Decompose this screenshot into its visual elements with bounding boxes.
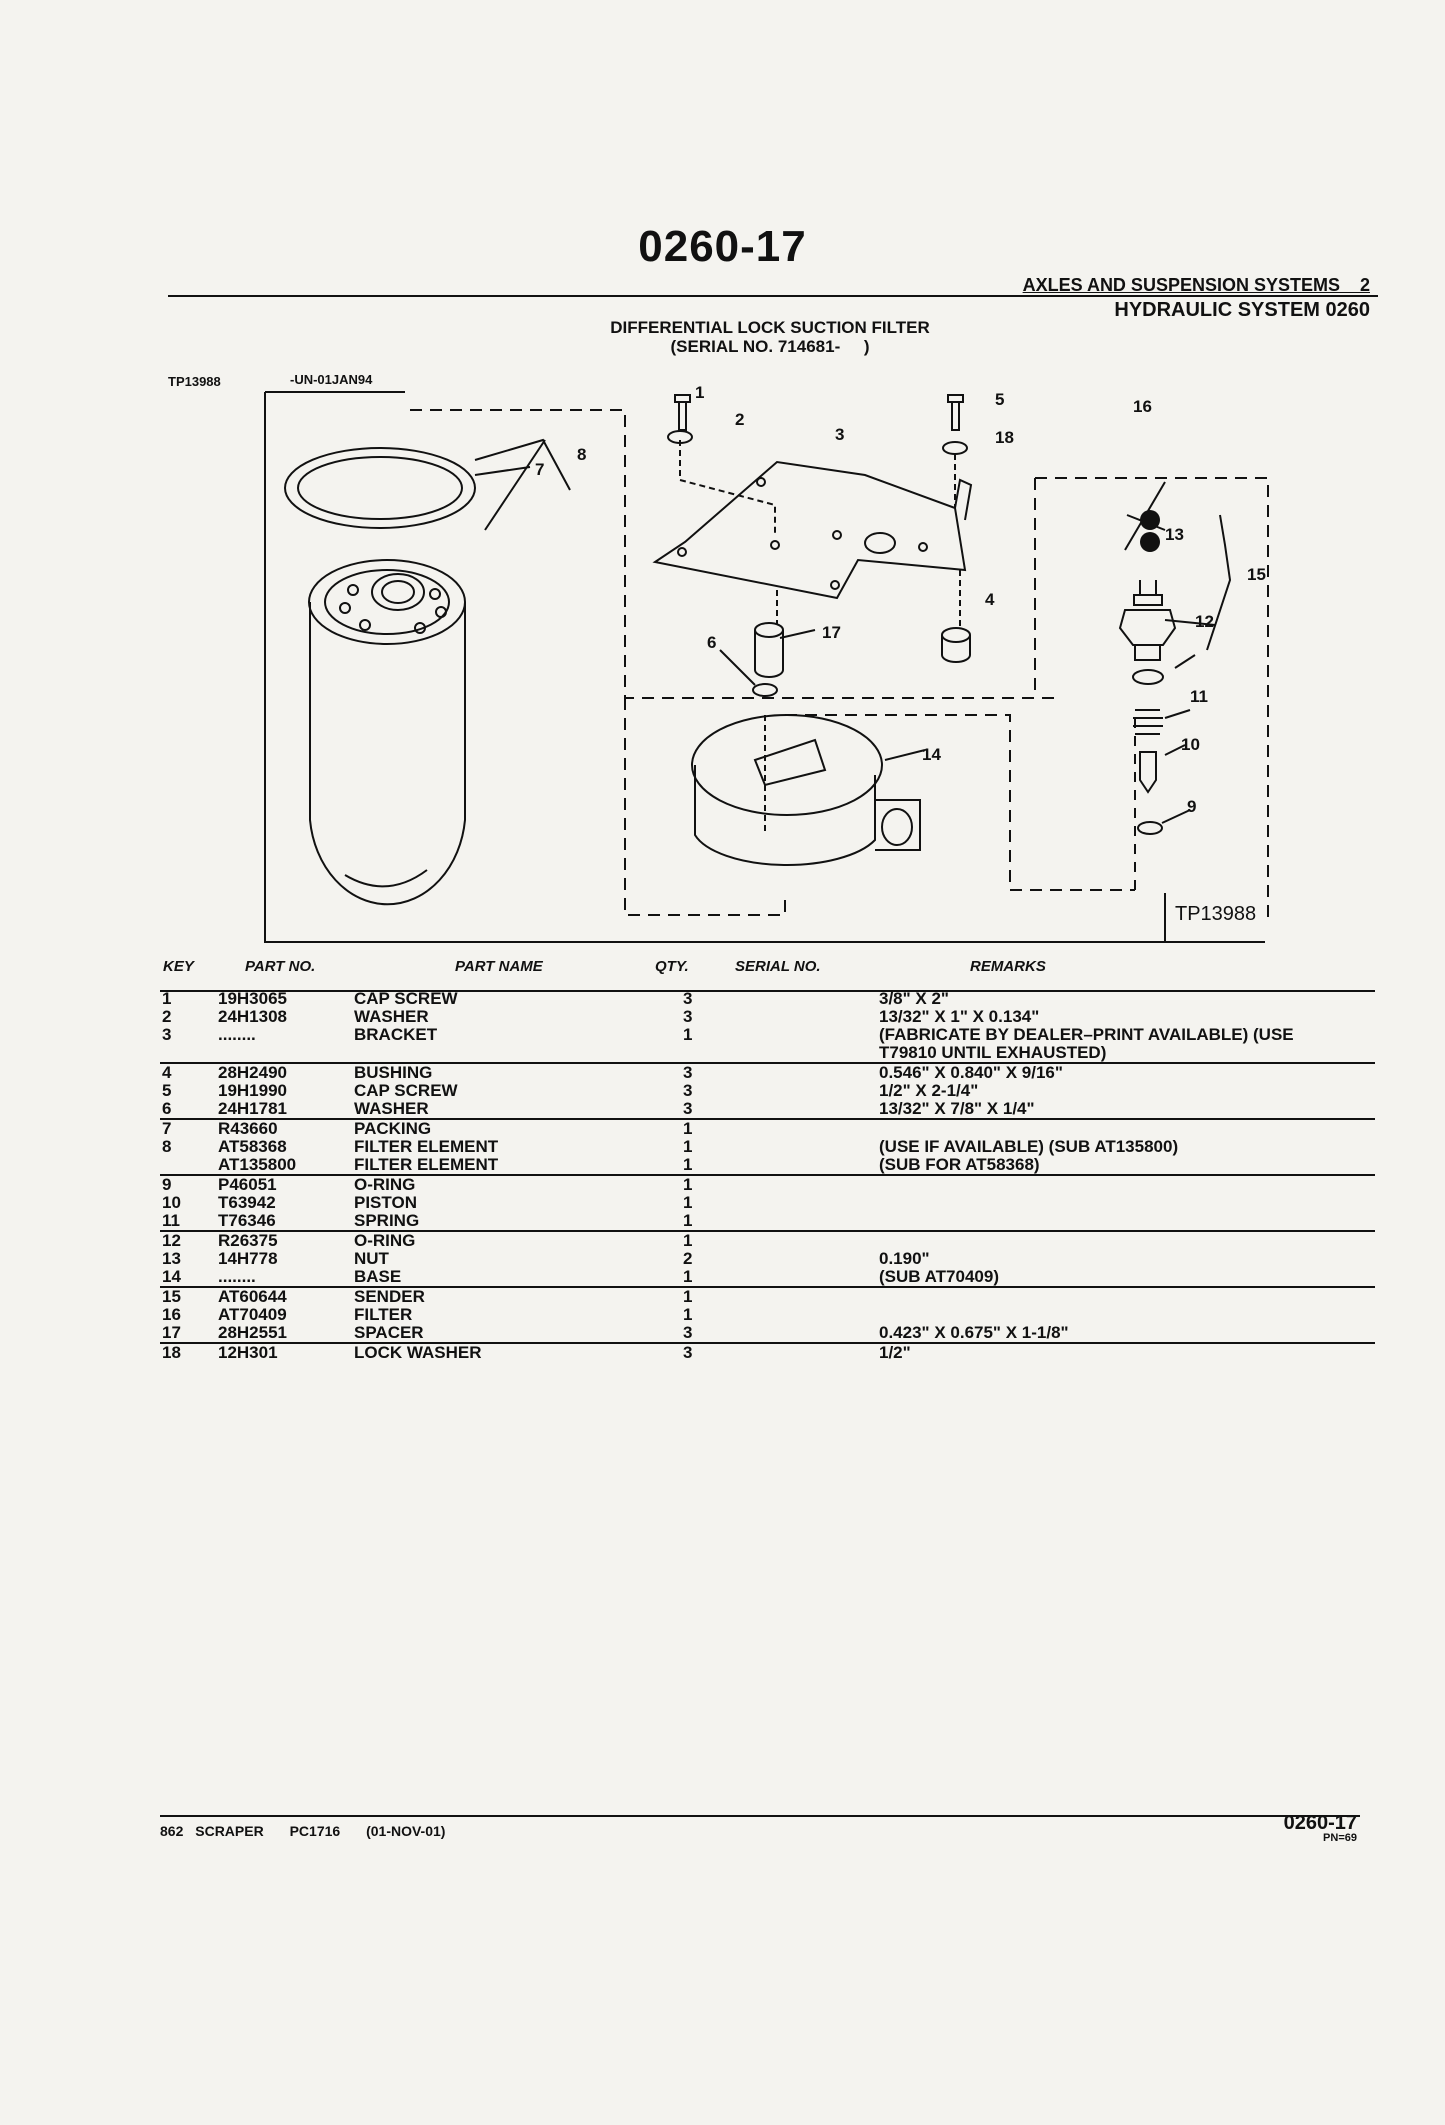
cell-key: 11 bbox=[160, 1212, 216, 1231]
footer-info bbox=[160, 1823, 445, 1839]
callout-16: 16 bbox=[1133, 397, 1152, 416]
cell-remarks: 3/8" X 2" bbox=[879, 989, 949, 1008]
cell-qty: 1 bbox=[683, 1137, 693, 1156]
cell-remarks: (SUB FOR AT58368) bbox=[877, 1156, 1375, 1175]
table-row bbox=[160, 1287, 1375, 1306]
cell-key: 10 bbox=[162, 1193, 181, 1212]
callout-6: 6 bbox=[707, 633, 717, 652]
cell-part-name: PISTON bbox=[354, 1193, 417, 1212]
cell-key: 1 bbox=[162, 989, 172, 1008]
cell-part-no: R43660 bbox=[218, 1119, 278, 1138]
section-title: AXLES AND SUSPENSION SYSTEMS 2 bbox=[1022, 275, 1370, 295]
parts-table-body bbox=[160, 990, 1375, 1362]
cell-part-name bbox=[352, 1044, 681, 1063]
cell-qty: 2 bbox=[683, 1249, 693, 1268]
table-row bbox=[160, 1212, 1375, 1231]
table-row bbox=[160, 1008, 1375, 1026]
cell-part-no: T76346 bbox=[216, 1212, 352, 1231]
cell-remarks bbox=[877, 1175, 1375, 1194]
cell-part-name: LOCK WASHER bbox=[354, 1343, 482, 1362]
cell-part-no: AT58368 bbox=[218, 1137, 287, 1156]
figure-frame bbox=[265, 392, 1265, 942]
cell-part-no: P46051 bbox=[218, 1175, 277, 1194]
cell-part-no: 28H2551 bbox=[216, 1324, 352, 1343]
cell-key: 15 bbox=[162, 1287, 181, 1306]
table-row bbox=[160, 1231, 1375, 1250]
cell-qty: 1 bbox=[681, 1212, 872, 1231]
callout-1: 1 bbox=[695, 383, 705, 402]
callout-3: 3 bbox=[835, 425, 845, 444]
table-row bbox=[160, 1306, 1375, 1324]
cell-key bbox=[160, 1044, 216, 1063]
cell-part-no: 19H1990 bbox=[218, 1081, 288, 1100]
cell-remarks: (USE IF AVAILABLE) (SUB AT135800) bbox=[879, 1137, 1179, 1156]
cell-part-name: SPACER bbox=[352, 1324, 681, 1343]
table-row bbox=[160, 1156, 1375, 1175]
cell-part-name: CAP SCREW bbox=[354, 1081, 458, 1100]
cell-part-no: ........ bbox=[218, 1025, 256, 1044]
figure-title-line-1: DIFFERENTIAL LOCK SUCTION FILTER bbox=[610, 318, 930, 337]
cell-qty: 3 bbox=[683, 989, 693, 1008]
cell-part-name: SENDER bbox=[354, 1287, 425, 1306]
cell-part-no: AT60644 bbox=[218, 1287, 287, 1306]
cell-remarks: 0.423" X 0.675" X 1-1/8" bbox=[877, 1324, 1375, 1343]
cell-qty: 1 bbox=[683, 1305, 693, 1324]
table-row bbox=[160, 1250, 1375, 1268]
callout-13: 13 bbox=[1165, 525, 1184, 544]
table-row bbox=[160, 1268, 1375, 1287]
subsection-title: HYDRAULIC SYSTEM 0260 bbox=[1114, 299, 1370, 321]
cell-part-no: 19H3065 bbox=[218, 989, 288, 1008]
cell-part-no: AT70409 bbox=[218, 1305, 287, 1324]
figure-date: -UN-01JAN94 bbox=[290, 372, 373, 387]
cell-key: 12 bbox=[162, 1231, 181, 1250]
sender bbox=[1120, 610, 1175, 645]
cell-key: 7 bbox=[162, 1119, 172, 1138]
filter-element bbox=[310, 602, 465, 904]
cell-remarks: 13/32" X 1" X 0.134" bbox=[879, 1007, 1040, 1026]
table-row bbox=[160, 1194, 1375, 1212]
cell-part-name: SPRING bbox=[352, 1212, 681, 1231]
cell-qty: 1 bbox=[683, 1175, 693, 1194]
cell-remarks bbox=[877, 1194, 1375, 1212]
cell-qty bbox=[681, 1044, 872, 1063]
table-row bbox=[160, 1175, 1375, 1194]
callout-9: 9 bbox=[1187, 797, 1197, 816]
cell-part-name: WASHER bbox=[352, 1100, 681, 1119]
cell-qty: 3 bbox=[683, 1343, 693, 1362]
callout-12: 12 bbox=[1195, 612, 1214, 631]
header-serial-no: SERIAL NO. bbox=[735, 958, 821, 975]
cell-remarks bbox=[877, 1287, 1375, 1306]
callout-15: 15 bbox=[1247, 565, 1266, 584]
cell-part-name: FILTER bbox=[354, 1305, 413, 1324]
cell-part-name: CAP SCREW bbox=[354, 989, 458, 1008]
callout-10: 10 bbox=[1181, 735, 1200, 754]
cell-qty: 3 bbox=[681, 1324, 872, 1343]
cell-part-name: FILTER ELEMENT bbox=[352, 1156, 681, 1175]
table-row bbox=[160, 1100, 1375, 1119]
header-part-no: PART NO. bbox=[245, 958, 316, 975]
callout-2: 2 bbox=[735, 410, 745, 429]
callout-4: 4 bbox=[985, 590, 995, 609]
cell-part-name: BRACKET bbox=[354, 1025, 438, 1044]
table-row bbox=[160, 1343, 1375, 1362]
cell-part-name: BASE bbox=[352, 1268, 681, 1287]
cell-remarks bbox=[877, 1231, 1375, 1250]
cell-qty: 1 bbox=[681, 1156, 872, 1175]
footer-catalog: PC1716 bbox=[289, 1823, 341, 1839]
cell-key: 2 bbox=[162, 1007, 172, 1026]
cell-key: 3 bbox=[162, 1025, 172, 1044]
cell-key: 6 bbox=[160, 1100, 216, 1119]
figure-id: TP13988 bbox=[168, 374, 221, 389]
table-row bbox=[160, 1324, 1375, 1343]
cell-qty: 3 bbox=[683, 1081, 693, 1100]
cell-key: 13 bbox=[162, 1249, 181, 1268]
cell-qty: 1 bbox=[683, 1025, 693, 1044]
header-remarks: REMARKS bbox=[970, 958, 1046, 975]
cell-key: 14 bbox=[160, 1268, 216, 1287]
cell-remarks: 1/2" X 2-1/4" bbox=[879, 1081, 979, 1100]
cell-part-no: 14H778 bbox=[218, 1249, 278, 1268]
cell-part-no: T63942 bbox=[218, 1193, 276, 1212]
table-row bbox=[160, 1119, 1375, 1138]
cell-key: 16 bbox=[162, 1305, 181, 1324]
cell-part-no: AT135800 bbox=[216, 1156, 352, 1175]
exploded-view-illustration bbox=[165, 380, 1290, 960]
callout-7: 7 bbox=[535, 460, 545, 479]
cell-part-no: 12H301 bbox=[218, 1343, 278, 1362]
callout-5: 5 bbox=[995, 390, 1005, 409]
cell-part-no bbox=[216, 1044, 352, 1063]
callout-17: 17 bbox=[822, 623, 841, 642]
cell-part-no: 24H1781 bbox=[216, 1100, 352, 1119]
cell-qty: 3 bbox=[681, 1100, 872, 1119]
cell-part-name: PACKING bbox=[354, 1119, 432, 1138]
cell-remarks bbox=[877, 1306, 1375, 1324]
figure-title-line-2: (SERIAL NO. 714681- ) bbox=[670, 337, 870, 356]
callout-18: 18 bbox=[995, 428, 1014, 447]
cell-qty: 1 bbox=[683, 1231, 693, 1250]
cell-key bbox=[160, 1156, 216, 1175]
cell-remarks: 13/32" X 7/8" X 1/4" bbox=[877, 1100, 1375, 1119]
cell-key: 8 bbox=[162, 1137, 172, 1156]
cell-key: 4 bbox=[162, 1063, 172, 1082]
page-title: 0260-17 bbox=[638, 222, 807, 271]
cell-part-name: NUT bbox=[354, 1249, 389, 1268]
cell-qty: 1 bbox=[683, 1119, 693, 1138]
cell-qty: 1 bbox=[681, 1268, 872, 1287]
cell-remarks: 1/2" bbox=[879, 1343, 911, 1362]
cell-part-name: BUSHING bbox=[354, 1063, 433, 1082]
figure-stamp: TP13988 bbox=[1175, 903, 1257, 925]
header-key: KEY bbox=[163, 958, 194, 975]
cell-qty: 3 bbox=[683, 1063, 693, 1082]
table-row bbox=[160, 1044, 1375, 1063]
table-row bbox=[160, 1082, 1375, 1100]
cell-part-name: O-RING bbox=[354, 1231, 416, 1250]
footer-model: 862 SCRAPER bbox=[160, 1823, 264, 1839]
cell-remarks bbox=[877, 1119, 1375, 1138]
cell-qty: 3 bbox=[683, 1007, 693, 1026]
cell-part-no: R26375 bbox=[218, 1231, 278, 1250]
figure-title bbox=[560, 318, 980, 356]
table-row bbox=[160, 1063, 1375, 1082]
table-row bbox=[160, 990, 1375, 1008]
cell-remarks: T79810 UNTIL EXHAUSTED) bbox=[877, 1044, 1375, 1063]
packing-ring bbox=[285, 448, 475, 528]
cell-key: 5 bbox=[162, 1081, 172, 1100]
header-part-name: PART NAME bbox=[455, 958, 543, 975]
cell-key: 17 bbox=[160, 1324, 216, 1343]
cell-part-no: 24H1308 bbox=[218, 1007, 288, 1026]
parts-table bbox=[160, 990, 1375, 1362]
cell-part-no: 28H2490 bbox=[218, 1063, 288, 1082]
table-row bbox=[160, 1026, 1375, 1044]
header-qty: QTY. bbox=[655, 958, 689, 975]
cell-remarks bbox=[877, 1212, 1375, 1231]
footer-date: (01-NOV-01) bbox=[366, 1823, 446, 1839]
cell-remarks: (FABRICATE BY DEALER–PRINT AVAILABLE) (USE bbox=[879, 1025, 1294, 1044]
cell-remarks: 0.546" X 0.840" X 9/16" bbox=[879, 1063, 1063, 1082]
cell-remarks: (SUB AT70409) bbox=[877, 1268, 1375, 1287]
footer-pn: PN=69 bbox=[1323, 1832, 1357, 1844]
cell-qty: 1 bbox=[683, 1287, 693, 1306]
bracket-plate bbox=[655, 462, 965, 598]
cell-part-name: O-RING bbox=[354, 1175, 416, 1194]
cell-part-name: WASHER bbox=[354, 1007, 429, 1026]
cell-remarks: 0.190" bbox=[879, 1249, 930, 1268]
cell-part-name: FILTER ELEMENT bbox=[354, 1137, 499, 1156]
cell-key: 18 bbox=[162, 1343, 181, 1362]
callout-11: 11 bbox=[1190, 687, 1208, 706]
cell-key: 9 bbox=[162, 1175, 172, 1194]
footer-rule bbox=[160, 1815, 1360, 1817]
cell-part-no: ........ bbox=[216, 1268, 352, 1287]
callout-14: 14 bbox=[922, 745, 941, 764]
footer-page: 0260-17 bbox=[1283, 1812, 1357, 1834]
table-row bbox=[160, 1138, 1375, 1156]
callout-8: 8 bbox=[577, 445, 587, 464]
cell-qty: 1 bbox=[683, 1193, 693, 1212]
